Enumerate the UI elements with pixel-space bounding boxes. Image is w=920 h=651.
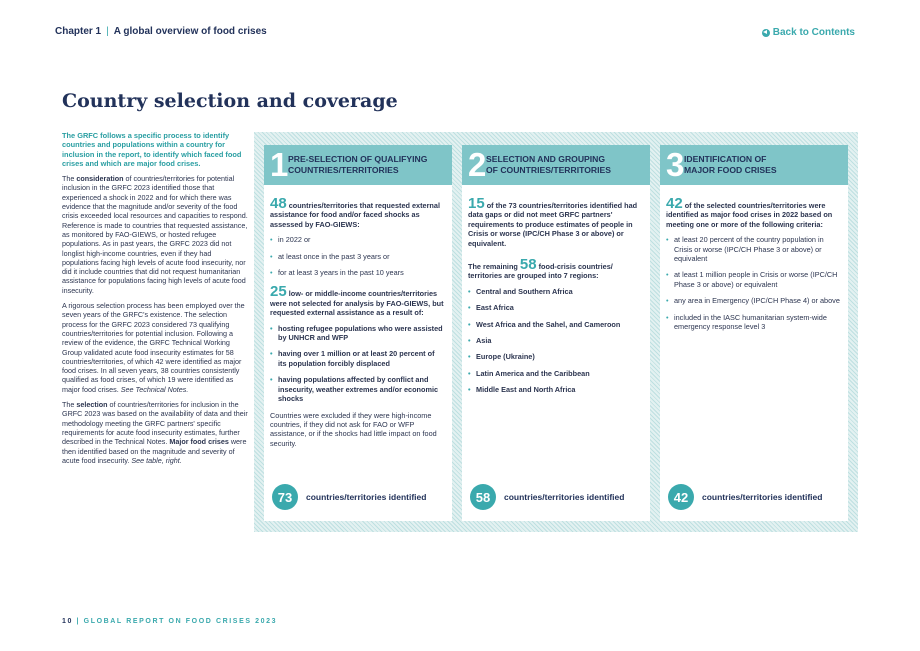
stat-number: 25 — [270, 283, 287, 301]
list-item: • at least once in the past 3 years or — [270, 252, 444, 261]
chapter-label: Chapter 1 — [55, 26, 102, 37]
count-badge: 73 — [272, 484, 298, 510]
criteria-list — [270, 324, 444, 404]
text-run: A rigorous selection process has been employed over the seven years of the GRFC's existence. The selection process for the GRFC 2023 considered 73 qualifying countries/territories for potential inclusion. Following a review of the evidence, the GRFC Technical Working Group validated acute food insecurity estimates for 58 countries/territories, of which 42 were identified as major food crises. In all seven years, 38 countries consistently qualified as food crises, of which 19 were identified as major food crises. — [62, 301, 245, 394]
panel-title-line: COUNTRIES/TERRITORIES — [288, 165, 399, 175]
intro-paragraph-consideration — [62, 174, 249, 295]
exclusion-note: Countries were excluded if they were high-income countries, if they did not ask for FAO or WFP assistance, or if the shocks had little impact on food security. — [270, 410, 437, 448]
count-label: countries/territories identified — [702, 492, 823, 502]
region-item: • West Africa and the Sahel, and Cameroon — [468, 320, 642, 329]
panel-title-line: OF COUNTRIES/TERRITORIES — [486, 165, 611, 175]
stat-number: 58 — [519, 256, 537, 274]
table-reference: See table, right. — [131, 455, 182, 465]
intro-column — [62, 131, 249, 471]
region-item: • Middle East and North Africa — [468, 385, 642, 394]
list-item: • for at least 3 years in the past 10 years — [270, 268, 444, 277]
list-item: • having over 1 million or at least 20 percent of its population forcibly displaced — [270, 349, 444, 368]
panel-number: 3 — [666, 146, 685, 183]
footer-separator: | — [76, 618, 81, 625]
text-run: of countries/territories for inclusion in the GRFC 2023 was based on the availability of data and their methodology meeting the GRFC partners' specific requirements for acute food insecurity estimates, further described in the Technical Notes. — [62, 400, 248, 447]
technical-notes-reference: See Technical Notes. — [120, 384, 189, 394]
chapter-title: A global overview of food crises — [113, 26, 267, 37]
text-run: of countries/territories for potential inclusion in the GRFC 2023 identified those that experienced a shock in 2022 and for which there was evidence that the magnitude and/or severity of the food crisis exceeded local resources and capacities to respond. Reference is made to countries that requested assistance, as monitored by FAO-GIEWS, or hosted refugee populations. As in past years, the GRFC 2023 did not longlist high-income countries, even if they had populations facing high levels of acute food insecurity, nor did it include countries that did not request humanitarian assistance for populations facing high levels of acute food insecurity. — [62, 174, 248, 295]
panel-body — [468, 195, 642, 402]
page-number: 10 — [62, 618, 73, 625]
panel-title — [486, 154, 611, 176]
panel-header — [660, 145, 848, 185]
panel-footer — [272, 484, 426, 510]
list-item: • in 2022 or — [270, 235, 444, 244]
panel-title — [684, 154, 777, 176]
panel-body — [270, 195, 444, 454]
panel-title-line: IDENTIFICATION OF — [684, 154, 767, 164]
panel-title-line: PRE-SELECTION OF QUALIFYING — [288, 154, 428, 164]
panel-footer — [668, 484, 822, 510]
panel-pre-selection — [264, 145, 452, 521]
stat-number: 48 — [270, 195, 287, 212]
stat-text: The remaining — [468, 262, 520, 272]
region-item: • Asia — [468, 336, 642, 345]
panel-title-line: MAJOR FOOD CRISES — [684, 165, 777, 175]
selection-process-panels — [254, 132, 858, 532]
region-item: • Central and Southern Africa — [468, 287, 642, 296]
page-title: Country selection and coverage — [62, 90, 398, 112]
panel-number: 2 — [468, 146, 487, 183]
chapter-header — [55, 26, 267, 37]
panel-title — [288, 154, 427, 176]
list-item: • any area in Emergency (IPC/CH Phase 4) or above — [666, 296, 840, 305]
stat-text: of the selected countries/territories were identified as major food crises in 2022 based on meeting one or more of the following criteria: — [666, 201, 833, 229]
back-to-contents-link[interactable] — [762, 27, 855, 38]
page-footer — [62, 618, 277, 625]
intro-paragraph-selection — [62, 400, 249, 465]
list-item: • included in the IASC humanitarian system-wide emergency response level 3 — [666, 313, 840, 332]
intro-lead: The GRFC follows a specific process to identify countries and populations within a country for inclusion in the report, to identify which faced food crises and which are major food crises. — [62, 131, 242, 168]
panel-footer — [470, 484, 624, 510]
stat-number: 15 — [468, 195, 485, 212]
stat-text: low- or middle-income countries/territories were not selected for analysis by FAO-GIEWS, but requested external assistance as a result of: — [270, 289, 444, 318]
list-item: • at least 1 million people in Crisis or worse (IPC/CH Phase 3 or above) or equivalent — [666, 270, 840, 289]
intro-paragraph-process — [62, 301, 249, 394]
count-label: countries/territories identified — [306, 492, 427, 502]
panel-selection-grouping — [462, 145, 650, 521]
list-item: • at least 20 percent of the country population in Crisis or worse (IPC/CH Phase 3 or above) or equivalent — [666, 235, 840, 263]
region-item: • East Africa — [468, 303, 642, 312]
count-badge: 58 — [470, 484, 496, 510]
panel-title-line: SELECTION AND GROUPING — [486, 154, 606, 164]
region-list — [468, 287, 642, 395]
text-run: The — [62, 174, 77, 184]
text-emphasis: consideration — [76, 174, 124, 184]
panel-body — [666, 195, 840, 338]
back-to-contents-label: Back to Contents — [772, 27, 855, 38]
panel-major-food-crises — [660, 145, 848, 521]
text-run: The — [62, 400, 77, 410]
header-separator: | — [106, 26, 109, 37]
stat-text: countries/territories that requested external assistance for food and/or faced shocks as assessed by FAO-GIEWS: — [270, 201, 440, 229]
region-item: • Latin America and the Caribbean — [468, 369, 642, 378]
text-emphasis: selection — [76, 400, 108, 410]
report-name: GLOBAL REPORT ON FOOD CRISES 2023 — [83, 618, 278, 625]
criteria-list — [270, 235, 444, 277]
stat-text: food-crisis countries/ territories are grouped into 7 regions: — [468, 262, 613, 281]
stat-text: of the 73 countries/territories identified had data gaps or did not meet GRFC partners' requirements to produce estimates of people in Crisis or worse (IPC/CH Phase 3 or above) or equivalent. — [468, 201, 638, 248]
panel-number: 1 — [270, 146, 289, 183]
panel-header — [264, 145, 452, 185]
text-run: were then identified based on the magnitude and severity of acute food insecurity. — [62, 437, 247, 465]
count-label: countries/territories identified — [504, 492, 625, 502]
back-arrow-icon — [762, 29, 770, 37]
region-item: • Europe (Ukraine) — [468, 352, 642, 361]
panel-header — [462, 145, 650, 185]
stat-number: 42 — [666, 195, 683, 212]
list-item: • having populations affected by conflict and insecurity, weather extremes and/or economic shocks — [270, 375, 444, 403]
list-item: • hosting refugee populations who were assisted by UNHCR and WFP — [270, 324, 444, 343]
criteria-list — [666, 235, 840, 331]
count-badge: 42 — [668, 484, 694, 510]
text-emphasis: Major food crises — [169, 437, 229, 447]
